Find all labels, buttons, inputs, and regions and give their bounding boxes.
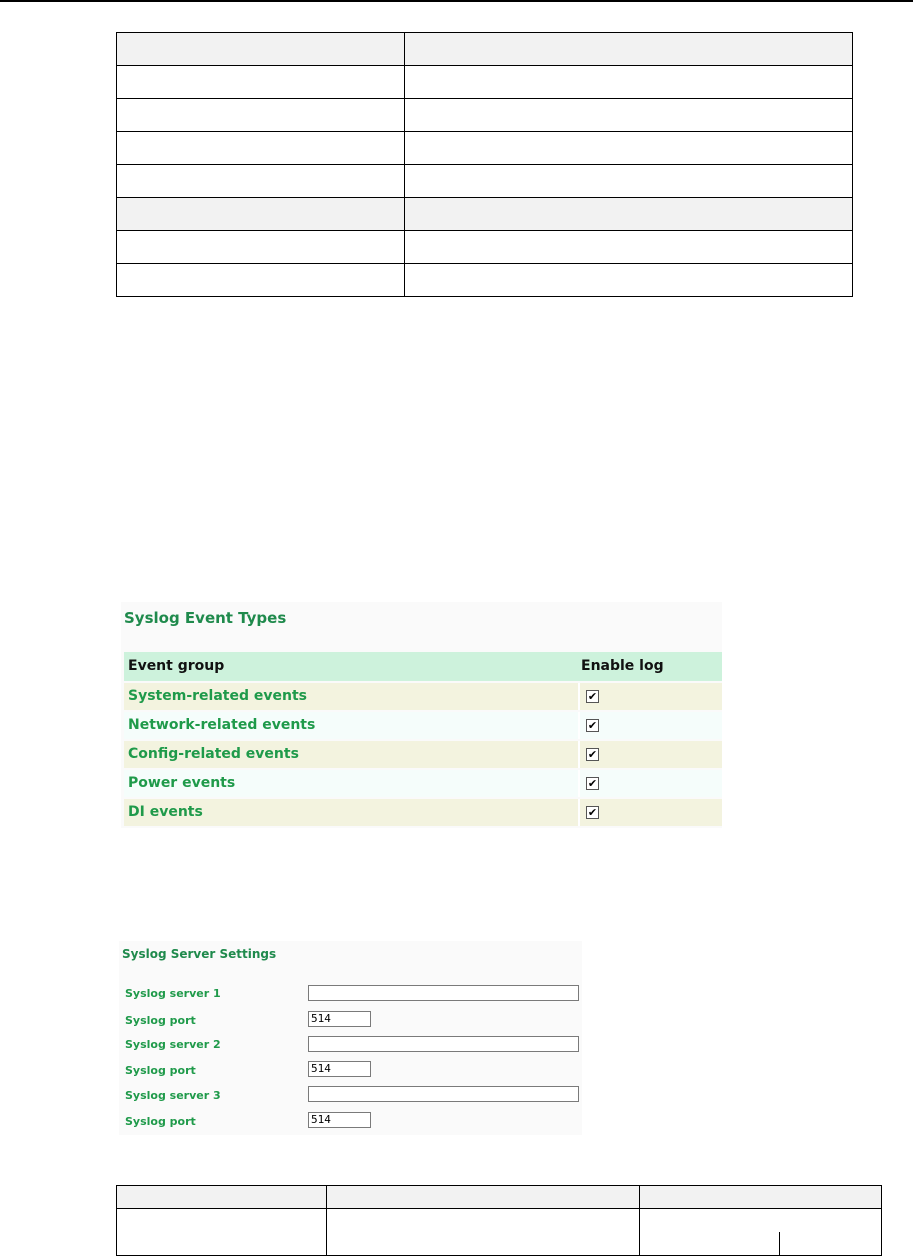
page-top-rule bbox=[0, 0, 913, 2]
event-label: DI events bbox=[128, 804, 203, 820]
table-row bbox=[117, 132, 853, 165]
event-label: Config-related events bbox=[128, 746, 299, 762]
event-row-power bbox=[124, 770, 722, 797]
syslog-port-1-label: Syslog port bbox=[125, 1014, 196, 1027]
event-label: Power events bbox=[128, 775, 236, 791]
syslog-server-2-input[interactable] bbox=[308, 1036, 579, 1052]
syslog-server-settings-panel bbox=[119, 941, 582, 1135]
event-label: System-related events bbox=[128, 688, 307, 704]
table-row bbox=[117, 264, 853, 297]
top-table bbox=[116, 32, 853, 297]
table-row bbox=[117, 99, 853, 132]
event-group-column-header: Event group bbox=[128, 658, 225, 674]
enable-log-checkbox[interactable]: ✔ bbox=[587, 690, 598, 703]
enable-log-column-header: Enable log bbox=[581, 658, 664, 674]
syslog-server-1-label: Syslog server 1 bbox=[125, 987, 221, 1000]
panel-title: Syslog Event Types bbox=[124, 609, 287, 627]
syslog-event-types-panel bbox=[121, 602, 722, 828]
table-row bbox=[117, 165, 853, 198]
syslog-server-2-label: Syslog server 2 bbox=[125, 1038, 221, 1051]
syslog-server-3-label: Syslog server 3 bbox=[125, 1089, 221, 1102]
table-row bbox=[117, 231, 853, 264]
event-row-di bbox=[124, 799, 722, 826]
enable-log-checkbox[interactable]: ✔ bbox=[587, 748, 598, 761]
syslog-server-1-input[interactable] bbox=[308, 985, 579, 1001]
margin-rule bbox=[779, 1232, 780, 1256]
table-row bbox=[117, 66, 853, 99]
event-row-config bbox=[124, 741, 722, 768]
syslog-port-2-label: Syslog port bbox=[125, 1064, 196, 1077]
panel-title: Syslog Server Settings bbox=[122, 947, 277, 961]
syslog-port-3-label: Syslog port bbox=[125, 1115, 196, 1128]
syslog-port-2-input[interactable] bbox=[308, 1061, 371, 1077]
event-label: Network-related events bbox=[128, 717, 316, 733]
table-row bbox=[117, 198, 853, 231]
table-row bbox=[117, 1209, 882, 1256]
bottom-table bbox=[116, 1185, 882, 1256]
event-row-network bbox=[124, 712, 722, 739]
syslog-port-1-input[interactable] bbox=[308, 1011, 371, 1027]
enable-log-checkbox[interactable]: ✔ bbox=[587, 719, 598, 732]
enable-log-checkbox[interactable]: ✔ bbox=[587, 806, 598, 819]
event-row-system bbox=[124, 683, 722, 710]
enable-log-checkbox[interactable]: ✔ bbox=[587, 777, 598, 790]
syslog-server-3-input[interactable] bbox=[308, 1086, 579, 1102]
table-row bbox=[117, 33, 853, 66]
table-header-row bbox=[117, 1186, 882, 1209]
syslog-port-3-input[interactable] bbox=[308, 1112, 371, 1128]
event-table-header bbox=[124, 652, 722, 681]
